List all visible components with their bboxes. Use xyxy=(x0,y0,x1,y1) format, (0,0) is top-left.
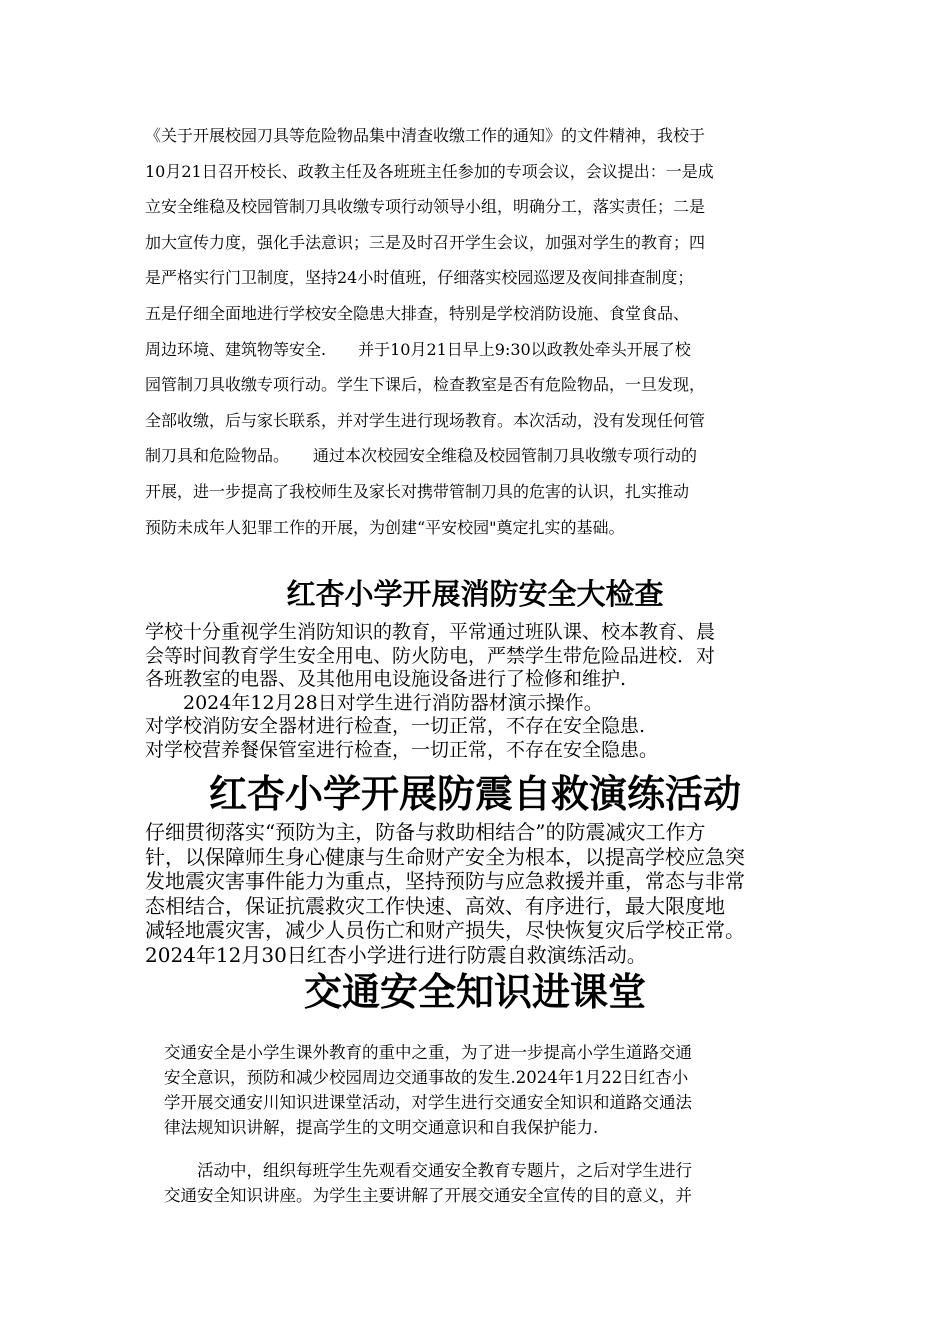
traffic-safety-paragraph-2 xyxy=(164,1158,804,1208)
quake-line: 发地震灾害事件能力为重点，坚持预防与应急救援并重，常态与非常 xyxy=(145,869,745,894)
fire-line: 学校十分重视学生消防知识的教育，平常通过班队课、校本教育、晨 xyxy=(145,621,716,643)
fire-safety-heading: 红杏小学开展消防安全大检查 xyxy=(286,577,664,611)
traffic-line: 安全意识，预防和减少校园周边交通事故的发生.2024年1月22日红杏小 xyxy=(164,1068,689,1087)
earthquake-drill-body xyxy=(145,820,825,968)
intro-line: 周边环境、建筑物等安全. 并于10月21日早上9:30以政教处牵头开展了校 xyxy=(145,339,691,359)
traffic-line: 交通安全是小学生课外教育的重中之重，为了进一步提高小学生道路交通 xyxy=(164,1043,692,1062)
intro-line: 园管制刀具收缴专项行动。学生下课后，检查教室是否有危险物品，一旦发现， xyxy=(145,375,706,395)
fire-line: 会等时间教育学生安全用电、防火防电，严禁学生带危险品进校．对 xyxy=(145,644,716,667)
intro-line: 是严格实行门卫制度，坚持24小时值班，仔细落实校园巡逻及夜间排查制度； xyxy=(145,268,694,288)
earthquake-drill-heading: 红杏小学开展防震自救演练活动 xyxy=(208,772,741,816)
fire-line: 2024年12月28日对学生进行消防器材演示操作。 xyxy=(145,691,603,714)
traffic-line: 活动中，组织每班学生先观看交通安全教育专题片，之后对学生进行 xyxy=(164,1161,692,1180)
intro-line: 五是仔细全面地进行学校安全隐患大排查，特别是学校消防设施、食堂食品、 xyxy=(145,303,690,323)
traffic-safety-paragraph-1 xyxy=(164,1040,804,1140)
fire-line: 各班教室的电器、及其他用电设施设备进行了检修和维护. xyxy=(145,668,627,691)
fire-line: 对学校消防安全器材进行检查，一切正常，不存在安全隐患. xyxy=(145,715,646,738)
quake-line: 2024年12月30日红杏小学进行进行防震自救演练活动。 xyxy=(145,942,647,967)
traffic-line: 交通安全知识讲座。为学生主要讲解了开展交通安全宣传的目的意义，并 xyxy=(164,1186,692,1205)
intro-line: 立安全维稳及校园管制刀具收缴专项行动领导小组，明确分工，落实责任；二是 xyxy=(145,197,706,217)
traffic-line: 律法规知识讲解，提高学生的文明交通意识和自我保护能力. xyxy=(164,1118,599,1137)
quake-line: 仔细贯彻落实“预防为主，防备与救助相结合”的防震减灾工作方 xyxy=(145,820,706,844)
intro-line: 10月21日召开校长、政教主任及各班班主任参加的专项会议，会议提出：一是成 xyxy=(145,161,714,181)
intro-paragraph xyxy=(145,118,820,545)
intro-line: 全部收缴，后与家长联系，并对学生进行现场教育。本次活动，没有发现任何管 xyxy=(145,410,706,430)
intro-line: 加大宣传力度，强化手法意识；三是及时召开学生会议，加强对学生的教育；四 xyxy=(145,232,706,252)
intro-line: 开展，进一步提高了我校师生及家长对携带管制刀具的危害的认识，扎实推动 xyxy=(145,481,690,501)
quake-line: 针，以保障师生身心健康与生命财产安全为根本，以提高学校应急突 xyxy=(145,844,745,869)
traffic-line: 学开展交通安川知识进课堂活动，对学生进行交通安全知识和道路交通法 xyxy=(164,1093,692,1112)
traffic-safety-heading: 交通安全知识进课堂 xyxy=(303,970,646,1014)
intro-line: 制刀具和危险物品。 通过本次校园安全维稳及校园管制刀具收缴专项行动的 xyxy=(145,446,698,466)
intro-line: 《关于开展校园刀具等危险物品集中清查收缴工作的通知》的文件精神，我校于 xyxy=(145,126,706,145)
quake-line: 减轻地震灾害，减少人员伤亡和财产损失，尽快恢复灾后学校正常。 xyxy=(145,918,745,943)
fire-line: 对学校营养餐保管室进行检查，一切正常，不存在安全隐患。 xyxy=(145,738,659,761)
fire-safety-body xyxy=(145,621,825,763)
intro-line: 预防未成年人犯罪工作的开展，为创建“平安校园"奠定扎实的基础。 xyxy=(145,517,625,537)
quake-line: 态相结合，保证抗震救灾工作快速、高效、有序进行，最大限度地 xyxy=(145,893,725,918)
